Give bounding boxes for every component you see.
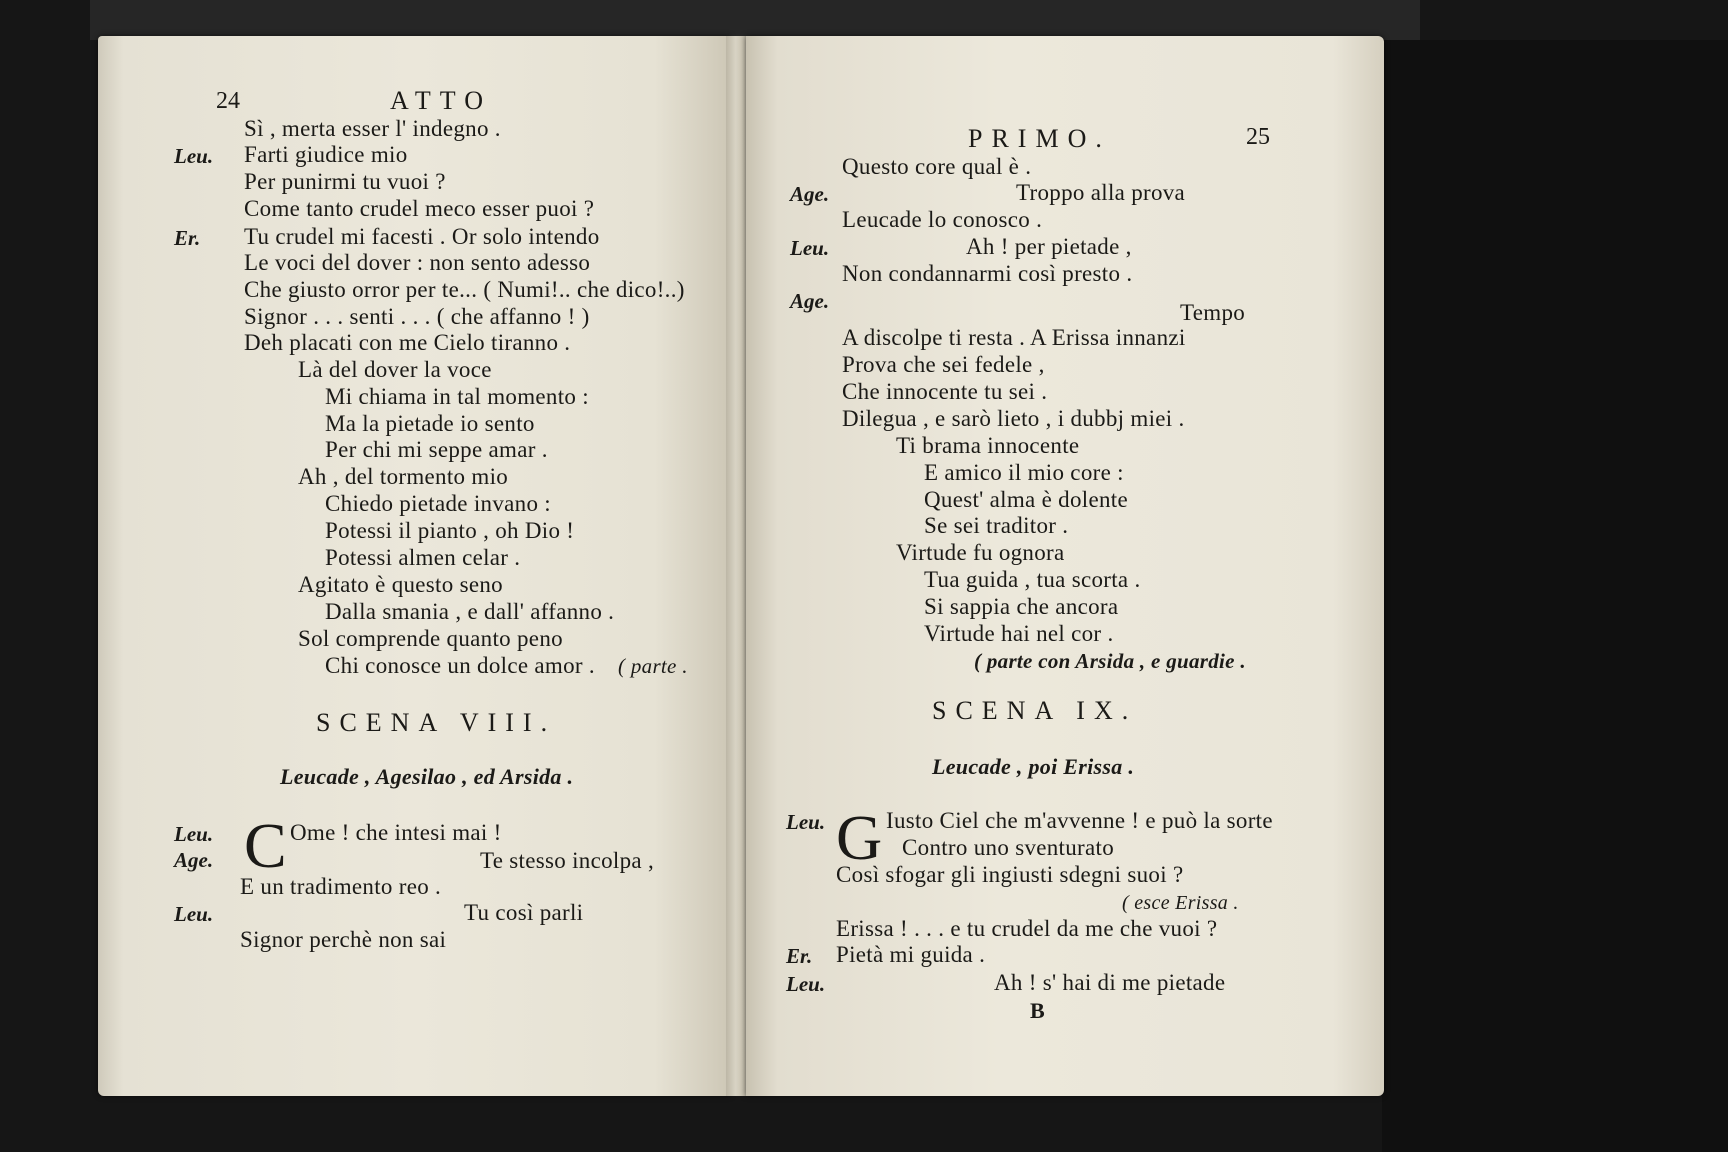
aria-line: Ma la pietade io sento xyxy=(325,411,535,436)
scene-cast: Leucade , poi Erissa . xyxy=(932,754,1135,779)
speaker-label: Age. xyxy=(174,848,214,872)
scene-heading: SCENA IX. xyxy=(932,696,1138,725)
scene-heading: SCENA VIII. xyxy=(316,708,557,737)
left-page xyxy=(98,36,730,1096)
verse-line: A discolpe ti resta . A Erissa innanzi xyxy=(842,325,1186,350)
verse-line: Dilegua , e sarò lieto , i dubbj miei . xyxy=(842,406,1185,431)
open-book xyxy=(98,36,1384,1096)
aria-line: E amico il mio core : xyxy=(924,460,1124,485)
speaker-label: Leu. xyxy=(790,236,830,260)
verse-line: Contro uno sventurato xyxy=(902,835,1114,860)
speaker-label: Age. xyxy=(790,182,830,206)
aria-line: Virtude fu ognora xyxy=(896,540,1065,565)
aria-line: Mi chiama in tal momento : xyxy=(325,384,589,409)
verse-line: Tu crudel mi facesti . Or solo intendo xyxy=(244,224,600,249)
verse-line: E un tradimento reo . xyxy=(240,874,442,899)
aria-line: Agitato è questo seno xyxy=(298,572,503,597)
aria-line: Si sappia che ancora xyxy=(924,594,1119,619)
running-head: ATTO xyxy=(390,86,492,115)
verse-line: Troppo alla prova xyxy=(1016,180,1186,205)
verse-line: Deh placati con me Cielo tiranno . xyxy=(244,330,571,355)
verse-line: Iusto Ciel che m'avvenne ! e può la sorte xyxy=(886,808,1273,833)
speaker-label: Leu. xyxy=(786,810,826,834)
verse-line: Ah ! s' hai di me pietade xyxy=(994,970,1226,995)
aria-line: Ti brama innocente xyxy=(896,433,1080,458)
backdrop-top-strip xyxy=(90,0,1420,40)
signature-mark: B xyxy=(1030,998,1045,1023)
speaker-label: Leu. xyxy=(174,144,214,168)
drop-capital: G xyxy=(836,802,883,873)
aria-line: Tua guida , tua scorta . xyxy=(924,567,1141,592)
aria-line: Chiedo pietade invano : xyxy=(325,491,551,516)
scene-cast: Leucade , Agesilao , ed Arsida . xyxy=(280,764,574,789)
aria-line: Se sei traditor . xyxy=(924,513,1069,538)
speaker-label: Er. xyxy=(786,944,813,968)
stage-direction: ( esce Erissa . xyxy=(1122,892,1239,914)
running-head: PRIMO. xyxy=(968,124,1111,153)
backdrop-right-panel xyxy=(1382,40,1728,1152)
verse-line: Non condannarmi così presto . xyxy=(842,261,1133,286)
verse-line: Questo core qual è . xyxy=(842,154,1032,179)
verse-line: Signor perchè non sai xyxy=(240,927,447,952)
verse-line: Sì , merta esser l' indegno . xyxy=(244,116,501,141)
verse-line: Farti giudice mio xyxy=(244,142,408,167)
verse-line: Così sfogar gli ingiusti sdegni suoi ? xyxy=(836,862,1184,887)
speaker-label: Age. xyxy=(790,289,830,313)
speaker-label: Leu. xyxy=(174,902,214,926)
verse-line: Che giusto orror per te... ( Numi!.. che dico!..) xyxy=(244,277,685,302)
verse-line: Prova che sei fedele , xyxy=(842,352,1045,377)
right-page xyxy=(746,36,1384,1096)
aria-line: Ah , del tormento mio xyxy=(298,464,509,489)
aria-line: Quest' alma è dolente xyxy=(924,487,1128,512)
aria-line: Là del dover la voce xyxy=(298,357,492,382)
page-number: 24 xyxy=(216,88,240,114)
verse-line: Per punirmi tu vuoi ? xyxy=(244,169,446,194)
verse-line: Leucade lo conosco . xyxy=(842,207,1043,232)
aria-line: Virtude hai nel cor . xyxy=(924,621,1114,646)
verse-line: Tempo xyxy=(1180,300,1246,325)
verse-line: Le voci del dover : non sento adesso xyxy=(244,250,591,275)
stage-direction: ( parte . xyxy=(618,654,688,678)
verse-line: Ah ! per pietade , xyxy=(966,234,1132,259)
verse-line: Signor . . . senti . . . ( che affanno ! ) xyxy=(244,304,590,329)
page-number: 25 xyxy=(1246,124,1270,150)
verse-line: Che innocente tu sei . xyxy=(842,379,1048,404)
aria-line: Sol comprende quanto peno xyxy=(298,626,563,651)
verse-line: Tu così parli xyxy=(464,900,584,925)
verse-line: Te stesso incolpa , xyxy=(480,848,654,873)
verse-line: Pietà mi guida . xyxy=(836,942,986,967)
verse-line: Come tanto crudel meco esser puoi ? xyxy=(244,196,595,221)
speaker-label: Leu. xyxy=(786,972,826,996)
verse-line: Ome ! che intesi mai ! xyxy=(290,820,502,845)
aria-line: Potessi il pianto , oh Dio ! xyxy=(325,518,575,543)
drop-capital: C xyxy=(244,810,287,881)
aria-line: Dalla smania , e dall' affanno . xyxy=(325,599,615,624)
aria-line: Chi conosce un dolce amor . xyxy=(325,653,595,678)
speaker-label: Leu. xyxy=(174,822,214,846)
aria-line: Per chi mi seppe amar . xyxy=(325,437,548,462)
verse-line: Erissa ! . . . e tu crudel da me che vuoi ? xyxy=(836,916,1218,941)
stage-direction: ( parte con Arsida , e guardie . xyxy=(974,649,1246,673)
speaker-label: Er. xyxy=(174,226,201,250)
aria-line: Potessi almen celar . xyxy=(325,545,521,570)
